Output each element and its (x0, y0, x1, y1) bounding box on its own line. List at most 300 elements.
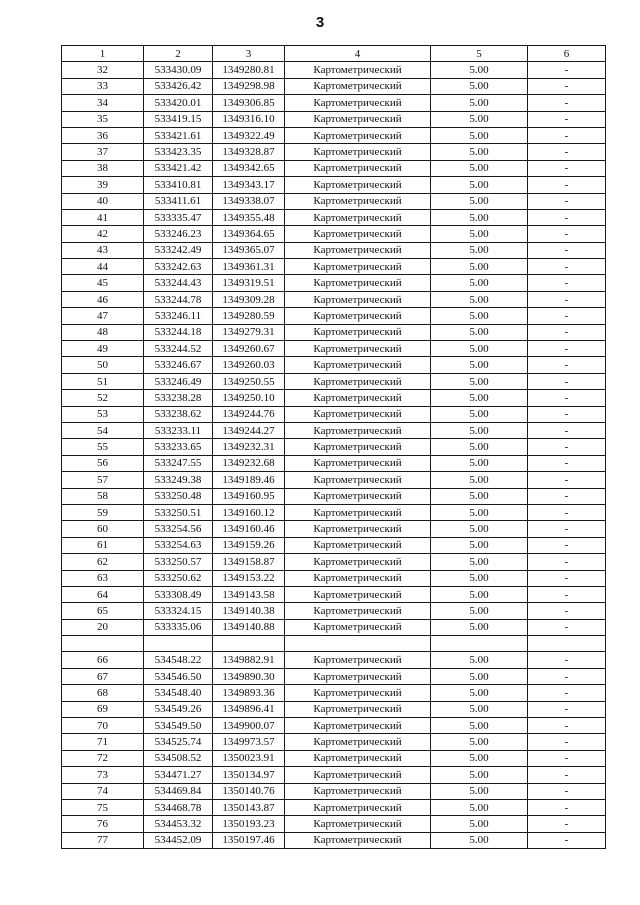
table-row (62, 472, 606, 488)
method-cell: Картометрический (285, 472, 431, 488)
note-cell: - (528, 701, 606, 717)
method-cell: Картометрический (285, 701, 431, 717)
note-cell: - (528, 259, 606, 275)
note-cell: - (528, 144, 606, 160)
y-coordinate-cell: 1349298.98 (213, 78, 285, 94)
table-row (62, 357, 606, 373)
table-row (62, 685, 606, 701)
note-cell: - (528, 767, 606, 783)
table-row (62, 537, 606, 553)
method-cell: Картометрический (285, 209, 431, 225)
accuracy-cell: 5.00 (431, 537, 528, 553)
point-number-cell: 52 (62, 390, 144, 406)
x-coordinate-cell: 533246.67 (144, 357, 213, 373)
accuracy-cell: 5.00 (431, 603, 528, 619)
accuracy-cell: 5.00 (431, 62, 528, 78)
header-cell-2: 2 (144, 46, 213, 62)
point-number-cell: 61 (62, 537, 144, 553)
accuracy-cell: 5.00 (431, 291, 528, 307)
accuracy-cell: 5.00 (431, 373, 528, 389)
y-coordinate-cell: 1349189.46 (213, 472, 285, 488)
note-cell: - (528, 160, 606, 176)
y-coordinate-cell: 1349143.58 (213, 586, 285, 602)
table-body (62, 62, 606, 849)
accuracy-cell: 5.00 (431, 832, 528, 848)
method-cell: Картометрический (285, 750, 431, 766)
point-number-cell: 49 (62, 341, 144, 357)
x-coordinate-cell: 534548.22 (144, 652, 213, 668)
method-cell: Картометрический (285, 439, 431, 455)
note-cell: - (528, 62, 606, 78)
point-number-cell: 62 (62, 554, 144, 570)
note-cell: - (528, 619, 606, 635)
accuracy-cell: 5.00 (431, 160, 528, 176)
point-number-cell: 47 (62, 308, 144, 324)
method-cell: Картометрический (285, 734, 431, 750)
accuracy-cell: 5.00 (431, 78, 528, 94)
point-number-cell: 42 (62, 226, 144, 242)
point-number-cell: 38 (62, 160, 144, 176)
method-cell: Картометрический (285, 521, 431, 537)
note-cell: - (528, 537, 606, 553)
y-coordinate-cell: 1350197.46 (213, 832, 285, 848)
table-row (62, 554, 606, 570)
note-cell: - (528, 554, 606, 570)
x-coordinate-cell: 533420.01 (144, 95, 213, 111)
point-number-cell: 60 (62, 521, 144, 537)
accuracy-cell (431, 636, 528, 652)
x-coordinate-cell: 533254.56 (144, 521, 213, 537)
note-cell: - (528, 472, 606, 488)
table-row (62, 488, 606, 504)
y-coordinate-cell: 1349140.88 (213, 619, 285, 635)
table-row (62, 127, 606, 143)
table-row (62, 619, 606, 635)
point-number-cell: 34 (62, 95, 144, 111)
point-number-cell: 73 (62, 767, 144, 783)
x-coordinate-cell: 534525.74 (144, 734, 213, 750)
method-cell: Картометрический (285, 799, 431, 815)
accuracy-cell: 5.00 (431, 275, 528, 291)
y-coordinate-cell: 1349342.65 (213, 160, 285, 176)
accuracy-cell: 5.00 (431, 718, 528, 734)
note-cell: - (528, 603, 606, 619)
x-coordinate-cell: 533411.61 (144, 193, 213, 209)
method-cell: Картометрический (285, 554, 431, 570)
y-coordinate-cell: 1350143.87 (213, 799, 285, 815)
note-cell: - (528, 504, 606, 520)
y-coordinate-cell: 1349900.07 (213, 718, 285, 734)
point-number-cell: 75 (62, 799, 144, 815)
table-row (62, 62, 606, 78)
x-coordinate-cell: 534469.84 (144, 783, 213, 799)
y-coordinate-cell: 1350023.91 (213, 750, 285, 766)
header-cell-5: 5 (431, 46, 528, 62)
accuracy-cell: 5.00 (431, 816, 528, 832)
note-cell: - (528, 586, 606, 602)
method-cell: Картометрический (285, 537, 431, 553)
note-cell: - (528, 242, 606, 258)
table-row (62, 767, 606, 783)
point-number-cell: 71 (62, 734, 144, 750)
y-coordinate-cell: 1349244.27 (213, 422, 285, 438)
accuracy-cell: 5.00 (431, 799, 528, 815)
accuracy-cell: 5.00 (431, 308, 528, 324)
table-row (62, 504, 606, 520)
y-coordinate-cell: 1349279.31 (213, 324, 285, 340)
table-row (62, 193, 606, 209)
method-cell: Картометрический (285, 308, 431, 324)
y-coordinate-cell: 1349338.07 (213, 193, 285, 209)
y-coordinate-cell: 1349316.10 (213, 111, 285, 127)
table-row (62, 160, 606, 176)
note-cell: - (528, 226, 606, 242)
method-cell: Картометрический (285, 291, 431, 307)
y-coordinate-cell: 1349973.57 (213, 734, 285, 750)
note-cell: - (528, 357, 606, 373)
point-number-cell: 46 (62, 291, 144, 307)
header-cell-3: 3 (213, 46, 285, 62)
y-coordinate-cell (213, 636, 285, 652)
x-coordinate-cell: 534549.50 (144, 718, 213, 734)
x-coordinate-cell: 534453.32 (144, 816, 213, 832)
accuracy-cell: 5.00 (431, 570, 528, 586)
y-coordinate-cell: 1349364.65 (213, 226, 285, 242)
method-cell: Картометрический (285, 275, 431, 291)
method-cell: Картометрический (285, 570, 431, 586)
point-number-cell: 50 (62, 357, 144, 373)
x-coordinate-cell: 533423.35 (144, 144, 213, 160)
point-number-cell: 76 (62, 816, 144, 832)
point-number-cell: 51 (62, 373, 144, 389)
method-cell: Картометрический (285, 390, 431, 406)
table-row (62, 406, 606, 422)
note-cell: - (528, 422, 606, 438)
y-coordinate-cell: 1349322.49 (213, 127, 285, 143)
point-number-cell: 57 (62, 472, 144, 488)
method-cell: Картометрический (285, 160, 431, 176)
note-cell: - (528, 488, 606, 504)
table-row (62, 652, 606, 668)
point-number-cell: 56 (62, 455, 144, 471)
accuracy-cell: 5.00 (431, 554, 528, 570)
accuracy-cell: 5.00 (431, 619, 528, 635)
table-row (62, 390, 606, 406)
y-coordinate-cell: 1349355.48 (213, 209, 285, 225)
accuracy-cell: 5.00 (431, 357, 528, 373)
x-coordinate-cell (144, 636, 213, 652)
note-cell: - (528, 521, 606, 537)
method-cell: Картометрический (285, 832, 431, 848)
point-number-cell: 20 (62, 619, 144, 635)
x-coordinate-cell: 533244.52 (144, 341, 213, 357)
table-row (62, 750, 606, 766)
x-coordinate-cell: 533233.65 (144, 439, 213, 455)
method-cell: Картометрический (285, 816, 431, 832)
accuracy-cell: 5.00 (431, 439, 528, 455)
note-cell: - (528, 291, 606, 307)
point-number-cell: 53 (62, 406, 144, 422)
x-coordinate-cell: 533250.48 (144, 488, 213, 504)
x-coordinate-cell: 534508.52 (144, 750, 213, 766)
x-coordinate-cell: 533246.23 (144, 226, 213, 242)
accuracy-cell: 5.00 (431, 652, 528, 668)
point-number-cell: 58 (62, 488, 144, 504)
table-row (62, 603, 606, 619)
x-coordinate-cell: 533244.43 (144, 275, 213, 291)
table-row (62, 259, 606, 275)
point-number-cell: 63 (62, 570, 144, 586)
note-cell: - (528, 783, 606, 799)
method-cell: Картометрический (285, 718, 431, 734)
accuracy-cell: 5.00 (431, 455, 528, 471)
accuracy-cell: 5.00 (431, 472, 528, 488)
table-row (62, 226, 606, 242)
point-number-cell: 39 (62, 177, 144, 193)
accuracy-cell: 5.00 (431, 341, 528, 357)
point-number-cell: 68 (62, 685, 144, 701)
note-cell: - (528, 832, 606, 848)
method-cell: Картометрический (285, 406, 431, 422)
header-cell-6: 6 (528, 46, 606, 62)
x-coordinate-cell: 533426.42 (144, 78, 213, 94)
y-coordinate-cell: 1349306.85 (213, 95, 285, 111)
point-number-cell: 48 (62, 324, 144, 340)
note-cell: - (528, 718, 606, 734)
point-number-cell: 32 (62, 62, 144, 78)
y-coordinate-cell: 1349319.51 (213, 275, 285, 291)
point-number-cell: 54 (62, 422, 144, 438)
page-number: 3 (315, 14, 325, 31)
method-cell: Картометрический (285, 767, 431, 783)
method-cell: Картометрический (285, 652, 431, 668)
point-number-cell: 45 (62, 275, 144, 291)
table-row (62, 799, 606, 815)
point-number-cell: 64 (62, 586, 144, 602)
note-cell: - (528, 193, 606, 209)
x-coordinate-cell: 533335.47 (144, 209, 213, 225)
note-cell: - (528, 652, 606, 668)
accuracy-cell: 5.00 (431, 127, 528, 143)
note-cell: - (528, 685, 606, 701)
accuracy-cell: 5.00 (431, 668, 528, 684)
note-cell: - (528, 668, 606, 684)
method-cell: Картометрический (285, 259, 431, 275)
point-number-cell: 37 (62, 144, 144, 160)
method-cell: Картометрический (285, 226, 431, 242)
point-number-cell: 59 (62, 504, 144, 520)
table-row (62, 455, 606, 471)
point-number-cell: 74 (62, 783, 144, 799)
x-coordinate-cell: 533419.15 (144, 111, 213, 127)
note-cell: - (528, 455, 606, 471)
method-cell: Картометрический (285, 685, 431, 701)
method-cell: Картометрический (285, 603, 431, 619)
point-number-cell: 44 (62, 259, 144, 275)
y-coordinate-cell: 1349896.41 (213, 701, 285, 717)
x-coordinate-cell: 533249.38 (144, 472, 213, 488)
x-coordinate-cell: 533410.81 (144, 177, 213, 193)
x-coordinate-cell: 533246.11 (144, 308, 213, 324)
note-cell: - (528, 734, 606, 750)
note-cell: - (528, 373, 606, 389)
method-cell: Картометрический (285, 455, 431, 471)
note-cell: - (528, 406, 606, 422)
x-coordinate-cell: 534452.09 (144, 832, 213, 848)
accuracy-cell: 5.00 (431, 242, 528, 258)
method-cell: Картометрический (285, 422, 431, 438)
method-cell: Картометрический (285, 488, 431, 504)
method-cell (285, 636, 431, 652)
table-row (62, 78, 606, 94)
y-coordinate-cell: 1350140.76 (213, 783, 285, 799)
note-cell: - (528, 570, 606, 586)
method-cell: Картометрический (285, 78, 431, 94)
x-coordinate-cell: 533430.09 (144, 62, 213, 78)
point-number-cell: 35 (62, 111, 144, 127)
note-cell: - (528, 390, 606, 406)
y-coordinate-cell: 1350193.23 (213, 816, 285, 832)
y-coordinate-cell: 1349343.17 (213, 177, 285, 193)
table-row (62, 341, 606, 357)
y-coordinate-cell: 1349250.55 (213, 373, 285, 389)
note-cell: - (528, 439, 606, 455)
x-coordinate-cell: 533233.11 (144, 422, 213, 438)
accuracy-cell: 5.00 (431, 226, 528, 242)
table-row (62, 816, 606, 832)
table-row (62, 439, 606, 455)
accuracy-cell: 5.00 (431, 406, 528, 422)
table-row (62, 95, 606, 111)
point-number-cell: 70 (62, 718, 144, 734)
x-coordinate-cell: 533308.49 (144, 586, 213, 602)
point-number-cell: 55 (62, 439, 144, 455)
method-cell: Картометрический (285, 193, 431, 209)
y-coordinate-cell: 1349158.87 (213, 554, 285, 570)
table-row (62, 209, 606, 225)
accuracy-cell: 5.00 (431, 259, 528, 275)
table-row (62, 324, 606, 340)
method-cell: Картометрический (285, 668, 431, 684)
y-coordinate-cell: 1349244.76 (213, 406, 285, 422)
accuracy-cell: 5.00 (431, 783, 528, 799)
table-row (62, 570, 606, 586)
point-number-cell (62, 636, 144, 652)
x-coordinate-cell: 533244.78 (144, 291, 213, 307)
table-row (62, 521, 606, 537)
method-cell: Картометрический (285, 357, 431, 373)
accuracy-cell: 5.00 (431, 521, 528, 537)
x-coordinate-cell: 533238.28 (144, 390, 213, 406)
note-cell: - (528, 127, 606, 143)
note-cell: - (528, 308, 606, 324)
header-cell-4: 4 (285, 46, 431, 62)
note-cell: - (528, 750, 606, 766)
table-row (62, 832, 606, 848)
y-coordinate-cell: 1349280.81 (213, 62, 285, 78)
x-coordinate-cell: 534546.50 (144, 668, 213, 684)
method-cell: Картометрический (285, 111, 431, 127)
table-row (62, 242, 606, 258)
table-row (62, 373, 606, 389)
x-coordinate-cell: 533238.62 (144, 406, 213, 422)
y-coordinate-cell: 1349260.03 (213, 357, 285, 373)
note-cell: - (528, 816, 606, 832)
accuracy-cell: 5.00 (431, 488, 528, 504)
note-cell: - (528, 209, 606, 225)
y-coordinate-cell: 1349160.46 (213, 521, 285, 537)
accuracy-cell: 5.00 (431, 177, 528, 193)
y-coordinate-cell: 1349140.38 (213, 603, 285, 619)
accuracy-cell: 5.00 (431, 144, 528, 160)
x-coordinate-cell: 533324.15 (144, 603, 213, 619)
accuracy-cell: 5.00 (431, 504, 528, 520)
y-coordinate-cell: 1349882.91 (213, 652, 285, 668)
y-coordinate-cell: 1349250.10 (213, 390, 285, 406)
accuracy-cell: 5.00 (431, 324, 528, 340)
table-row (62, 734, 606, 750)
header-row (62, 46, 606, 62)
accuracy-cell: 5.00 (431, 586, 528, 602)
note-cell: - (528, 324, 606, 340)
table-row (62, 275, 606, 291)
y-coordinate-cell: 1349160.12 (213, 504, 285, 520)
point-number-cell: 65 (62, 603, 144, 619)
y-coordinate-cell: 1349280.59 (213, 308, 285, 324)
table-row (62, 144, 606, 160)
table-row (62, 586, 606, 602)
x-coordinate-cell: 533421.61 (144, 127, 213, 143)
accuracy-cell: 5.00 (431, 701, 528, 717)
x-coordinate-cell: 533246.49 (144, 373, 213, 389)
method-cell: Картометрический (285, 341, 431, 357)
note-cell: - (528, 275, 606, 291)
method-cell: Картометрический (285, 324, 431, 340)
table-row (62, 783, 606, 799)
method-cell: Картометрический (285, 144, 431, 160)
point-number-cell: 41 (62, 209, 144, 225)
y-coordinate-cell: 1350134.97 (213, 767, 285, 783)
table-row (62, 422, 606, 438)
method-cell: Картометрический (285, 586, 431, 602)
table-row (62, 701, 606, 717)
accuracy-cell: 5.00 (431, 685, 528, 701)
table-row (62, 111, 606, 127)
coordinates-table (61, 45, 606, 849)
y-coordinate-cell: 1349232.31 (213, 439, 285, 455)
x-coordinate-cell: 533247.55 (144, 455, 213, 471)
table-row (62, 668, 606, 684)
y-coordinate-cell: 1349328.87 (213, 144, 285, 160)
x-coordinate-cell: 533250.57 (144, 554, 213, 570)
table-row (62, 308, 606, 324)
x-coordinate-cell: 534468.78 (144, 799, 213, 815)
note-cell: - (528, 341, 606, 357)
note-cell: - (528, 78, 606, 94)
note-cell (528, 636, 606, 652)
table-row (62, 177, 606, 193)
point-number-cell: 33 (62, 78, 144, 94)
x-coordinate-cell: 534549.26 (144, 701, 213, 717)
y-coordinate-cell: 1349153.22 (213, 570, 285, 586)
point-number-cell: 66 (62, 652, 144, 668)
note-cell: - (528, 95, 606, 111)
y-coordinate-cell: 1349893.36 (213, 685, 285, 701)
method-cell: Картометрический (285, 62, 431, 78)
accuracy-cell: 5.00 (431, 193, 528, 209)
x-coordinate-cell: 533254.63 (144, 537, 213, 553)
y-coordinate-cell: 1349361.31 (213, 259, 285, 275)
